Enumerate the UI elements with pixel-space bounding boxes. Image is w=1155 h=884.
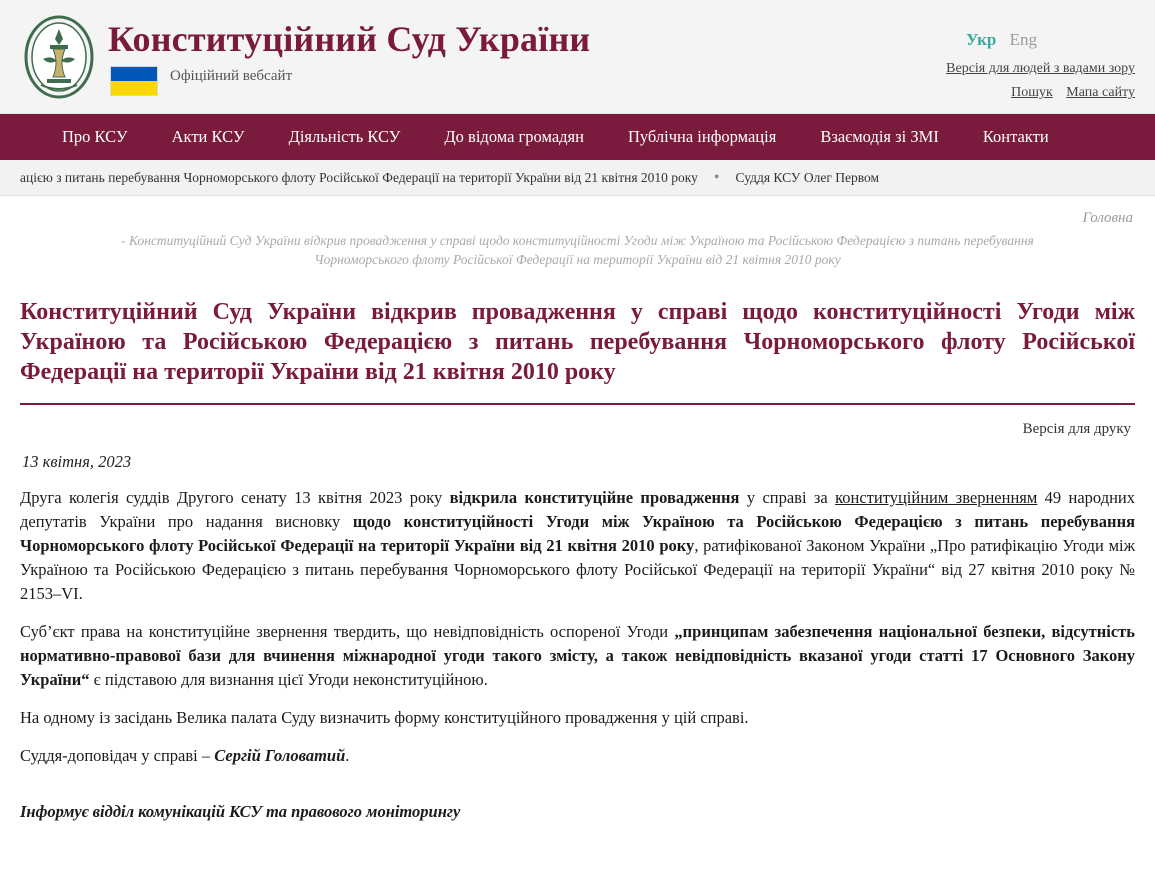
p2-bold-1: „принципам забезпечення національної безпеки, відсутність нормативно-правової бази для вчинення міжнародної угоди такого змісту, а також невідповідність вказаної угоди статті 17 Основного Закону України“ (20, 622, 1135, 690)
constitutional-petition-link[interactable]: конституційним зверненням (835, 488, 1038, 508)
nav-item-media[interactable]: Взаємодія зі ЗМІ (820, 127, 939, 146)
judge-rapporteur-name: Сергій Головатий (214, 746, 346, 766)
coat-of-arms-icon[interactable] (18, 14, 100, 100)
p1-text-1: Друга колегія суддів Другого сенату 13 квітня 2023 року (20, 488, 450, 508)
ticker-separator-icon: • (713, 168, 720, 186)
lang-eng[interactable]: Eng (1009, 30, 1037, 49)
main-navigation (0, 114, 1155, 160)
article-footer-note: Інформує відділ комунікацій КСУ та правового моніторингу (20, 802, 461, 822)
p2-text-1: Суб’єкт права на конституційне звернення твердить, що невідповідність оспореної Угоди (20, 622, 675, 642)
site-header (0, 0, 1155, 114)
language-switcher[interactable] (966, 30, 1037, 50)
article-paragraph-4 (20, 744, 1135, 768)
p1-text-3: 49 народних депутатів України про надання висновку (20, 488, 1136, 532)
nav-item-activity[interactable]: Діяльність КСУ (288, 127, 401, 146)
breadcrumb: - Конституційний Суд України відкрив провадження у справі щодо конституційності Угоди між Україною та Російською Федерацією з питань перебування Чорноморського флоту Російської Федерації на території України від 21 квітня 2010 року (121, 233, 1034, 267)
main-content (0, 196, 1155, 822)
nav-item-public-info[interactable]: Публічна інформація (627, 127, 777, 146)
p1-text-2: у справі за (739, 488, 836, 508)
p4-text-1: Суддя-доповідач у справі – (20, 746, 215, 766)
p4-text-2: . (345, 746, 350, 766)
nav-item-acts[interactable]: Акти КСУ (171, 127, 245, 146)
article-paragraph-1 (20, 486, 1135, 606)
search-link[interactable]: Пошук (1011, 85, 1053, 100)
print-version-link[interactable]: Версія для друку (1022, 421, 1131, 438)
p1-text-4: , ратифікованої Законом України „Про ратифікацію Угоди між Україною та Російською Федерацією з питань перебування Чорноморського флоту Російської Федерації на території України“ від 27 квітня 2010 року № 2153–VI. (20, 536, 1135, 604)
page-title: Конституційний Суд України відкрив провадження у справі щодо конституційності Угоди між Україною та Російською Федерацією з питань перебування Чорноморського флоту Російської Федерації на території України від 21 квітня 2010 року (20, 299, 1135, 386)
ukraine-flag-icon (110, 66, 158, 96)
utility-links (946, 58, 1135, 104)
news-ticker[interactable] (0, 160, 1155, 196)
official-site-label: Офіційний вебсайт (170, 68, 293, 84)
ticker-item-2[interactable]: Суддя КСУ Олег Первом (735, 169, 880, 185)
ticker-item-1[interactable]: ацією з питань перебування Чорноморського флоту Російської Федерації на території України від 21 квітня 2010 року (20, 169, 698, 185)
accessibility-link[interactable]: Версія для людей з вадами зору (946, 61, 1135, 76)
nav-item-citizens[interactable]: До відома громадян (444, 127, 584, 146)
article-paragraph-3: На одному із засідань Велика палата Суду визначить форму конституційного провадження у цій справі. (20, 708, 749, 728)
breadcrumb-home[interactable]: Головна (1082, 210, 1133, 226)
article-date: 13 квітня, 2023 (22, 452, 132, 472)
sitemap-link[interactable]: Мапа сайту (1066, 85, 1135, 100)
site-title[interactable]: Конституційний Суд України (108, 19, 591, 59)
article-paragraph-2 (20, 620, 1135, 692)
p1-bold-1: відкрила конституційне провадження (449, 488, 740, 508)
lang-ukr[interactable]: Укр (966, 30, 997, 49)
p2-text-2: є підставою для визнання цієї Угоди неконституційною. (89, 670, 488, 690)
nav-item-contacts[interactable]: Контакти (982, 127, 1049, 146)
p1-bold-2: щодо конституційності Угоди між Україною та Російською Федерацією з питань перебування Чорноморського флоту Російської Федерації на території України від 21 квітня 2010 року (20, 512, 1135, 556)
nav-item-about[interactable]: Про КСУ (62, 127, 128, 146)
